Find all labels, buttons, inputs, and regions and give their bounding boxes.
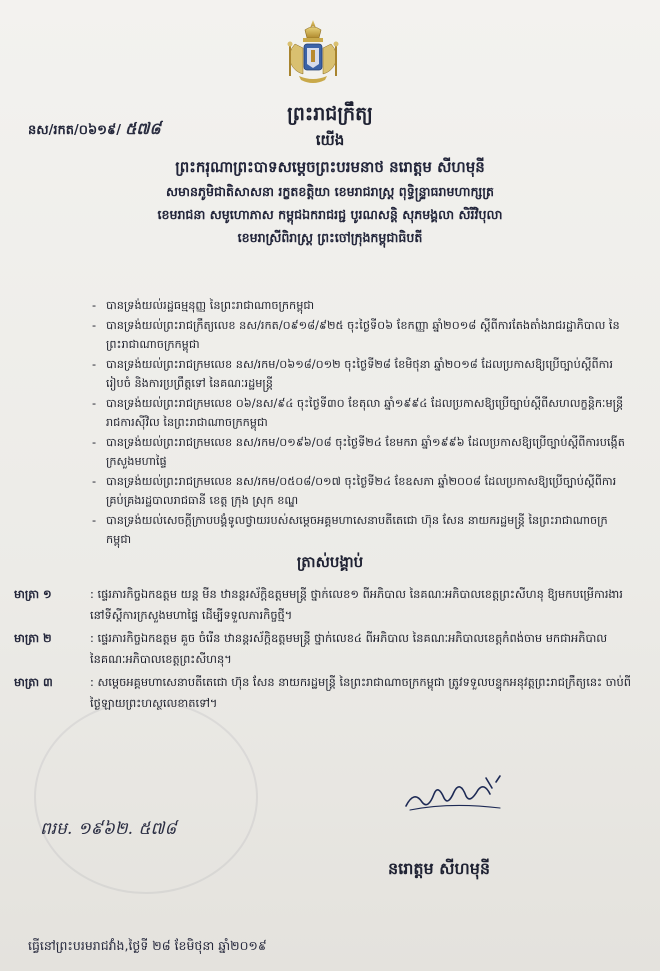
document-number-printed: នស/រកត/០៦១៩/ [28, 123, 121, 138]
preamble-item: - បានទ្រង់យល់ព្រះរាជក្រមលេខ នស/រកម/០៦១៨/០១២ ចុះថ្ងៃទី២៨ ខែមិថុនា ឆ្នាំ២០១៨ ដែលប្រកាសឱ្យប្រើច្បាប់ស្តីពីការរៀបចំ និងការប្រព្រឹត្តទៅ នៃគណៈរដ្ឋមន្ត្រី [92, 357, 614, 390]
article-text: : សម្តេចអគ្គមហាសេនាបតីតេជោ ហ៊ុន សែន នាយករដ្ឋមន្ត្រី នៃព្រះរាជាណាចក្រកម្ពុជា ត្រូវទទួលបន្ទុកអនុវត្តព្រះរាជក្រឹត្យនេះ ចាប់ពីថ្ងៃឡាយព្រះហស្ថលេខាតទៅ។ [90, 675, 631, 710]
royal-title-line-4: ខេមរាស្រីពិរាស្ត្រ ព្រះចៅក្រុងកម្ពុជាធិបតី [237, 230, 423, 245]
document-type-title: ព្រះរាជក្រឹត្យ [287, 103, 373, 125]
article-2 [14, 628, 644, 670]
signer-name: នរោត្តម សីហមុនី [388, 859, 491, 878]
article-label: មាត្រា ២ [14, 631, 52, 645]
royal-title-line-3: ខេមរាជនា សមូហោភាស កម្ពុជឯករាជរជ្ជ បូរណសន្តិ សុភមង្គលា សិរីវិបុលា [157, 207, 503, 222]
place-and-date: ធ្វើនៅព្រះបរមរាជវាំង,ថ្ងៃទី ២៨ ខែមិថុនា ឆ្នាំ២០១៩ [28, 938, 267, 953]
handwritten-reference: ពរម. ១៩៦២. ៥៧៨ [40, 819, 177, 839]
article-label: មាត្រា ៣ [14, 675, 53, 689]
document-number-handwritten: ៥៧៨ [124, 119, 161, 138]
royal-signature [400, 772, 510, 814]
articles-section [14, 584, 644, 716]
we-heading: យើង [315, 131, 345, 149]
royal-coat-of-arms-emblem-icon [281, 18, 345, 88]
preamble-list [92, 296, 632, 550]
preamble-item: - បានទ្រង់យល់ព្រះរាជក្រមលេខ ០៦/នស/៩៤ ចុះថ្ងៃទី៣០ ខែតុលា ឆ្នាំ១៩៩៤ ដែលប្រកាសឱ្យប្រើច្បាប់ស្តីពីសហលក្ខន្តិកៈមន្ត្រីរាជការស៊ីវិល នៃព្រះរាជាណាចក្រកម្ពុជា [92, 396, 624, 429]
preamble-item: - បានទ្រង់យល់សេចក្តីក្រាបបង្គំទូលថ្វាយរបស់សម្តេចអគ្គមហាសេនាបតីតេជោ ហ៊ុន សែន នាយករដ្ឋមន្ត្រី នៃព្រះរាជាណាចក្រកម្ពុជា [92, 513, 608, 546]
article-text: : ផ្ទេរភារកិច្ចឯកឧត្តម គួច ចំរើន ឋានន្តរស័ក្តិឧត្តមមន្ត្រី ថ្នាក់លេខ៤ ពីអភិបាល នៃគណៈអភិបាលខេត្តកំពង់ចាម មកជាអភិបាល នៃគណៈអភិបាលខេត្តព្រះសីហនុ។ [90, 631, 608, 666]
article-1 [14, 584, 644, 626]
royal-title-line-2: សមានភូមិជាតិសាសនា រក្ខតខត្តិយា ខេមរាជរាស្ត្រ ពុទ្ធិន្ទ្រាធរាមហាក្សត្រ [166, 184, 494, 199]
article-text: : ផ្ទេរភារកិច្ចឯកឧត្តម យន្ត មីន ឋានន្តរស័ក្តិឧត្តមមន្ត្រី ថ្នាក់លេខ១ ពីអភិបាល នៃគណៈអភិបាលខេត្តព្រះសីហនុ ឱ្យមកបម្រើការងារនៅទីស្តីការក្រសួងមហាផ្ទៃ ដើម្បីទទួលភារកិច្ចថ្មី។ [90, 587, 623, 622]
preamble-item: - បានទ្រង់យល់ព្រះរាជក្រឹត្យលេខ នស/រកត/០៩១៨/៩២៥ ចុះថ្ងៃទី០៦ ខែកញ្ញា ឆ្នាំ២០១៨ ស្តីពីការតែងតាំងរាជរដ្ឋាភិបាល នៃព្រះរាជាណាចក្រកម្ពុជា [92, 318, 620, 351]
preamble-item: - បានទ្រង់យល់ព្រះរាជក្រមលេខ នស/រកម/០៥០៨/០១៧ ចុះថ្ងៃទី២៤ ខែឧសភា ឆ្នាំ២០០៨ ដែលប្រកាសឱ្យប្រើច្បាប់ស្តីពីការគ្រប់គ្រងរដ្ឋបាលរាជធានី ខេត្ត ក្រុង ស្រុក ខណ្ឌ [92, 474, 617, 507]
article-label: មាត្រា ១ [14, 587, 52, 601]
decree-heading: ត្រាស់បង្គាប់ [296, 553, 364, 571]
preamble-item: - បានទ្រង់យល់ព្រះរាជក្រមលេខ នស/រកម/០១៩៦/០៨ ចុះថ្ងៃទី២៤ ខែមករា ឆ្នាំ១៩៩៦ ដែលប្រកាសឱ្យប្រើច្បាប់ស្តីពីការបង្កើតក្រសួងមហាផ្ទៃ [92, 435, 625, 468]
royal-seal-stamp [34, 700, 258, 894]
preamble-item: - បានទ្រង់យល់រដ្ឋធម្មនុញ្ញ នៃព្រះរាជាណាចក្រកម្ពុជា [92, 299, 315, 312]
royal-title-line-1: ព្រះករុណាព្រះបាទសម្តេចព្រះបរមនាថ នរោត្តម សីហមុនី [175, 158, 485, 176]
